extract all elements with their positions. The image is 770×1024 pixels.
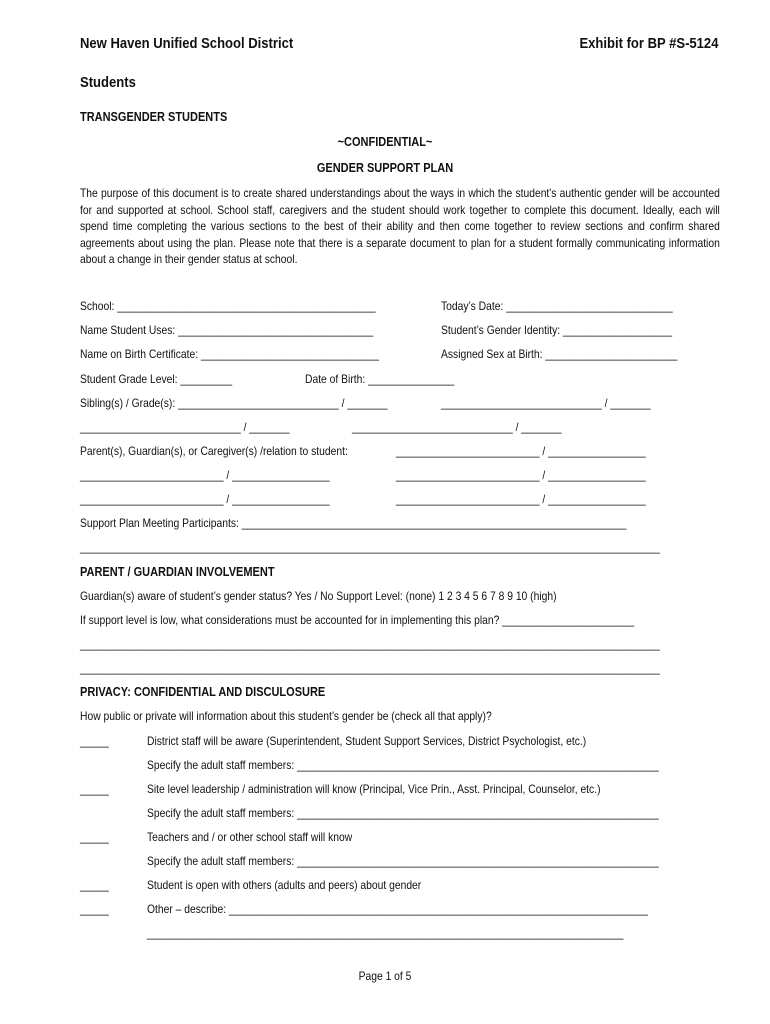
privacy-option-3: Teachers and / or other school staff will know: [147, 830, 353, 844]
privacy-heading: PRIVACY: CONFIDENTIAL AND DISCULOSURE: [80, 685, 326, 699]
meeting-participants-line[interactable]: _____________________________________________________________________________________________________: [80, 540, 660, 554]
privacy-checkbox-4[interactable]: _____: [80, 878, 109, 892]
privacy-option-4: Student is open with others (adults and peers) about gender: [147, 878, 422, 892]
siblings-field-2[interactable]: ____________________________ / _______: [441, 396, 651, 410]
parent-involvement-heading: PARENT / GUARDIAN INVOLVEMENT: [80, 565, 275, 579]
parents-field-5[interactable]: _________________________ / _________________: [396, 492, 646, 506]
privacy-checkbox-5[interactable]: _____: [80, 902, 109, 916]
district-name: New Haven Unified School District: [80, 36, 294, 52]
birth-certificate-field[interactable]: Name on Birth Certificate: _______________________________: [80, 347, 379, 361]
parents-field-2[interactable]: _________________________ / _________________: [80, 468, 330, 482]
privacy-option-2: Site level leadership / administration will know (Principal, Vice Prin., Asst. Principal, Counselor, etc.): [147, 782, 601, 796]
privacy-option-1: District staff will be aware (Superintendent, Student Support Services, District Psychologist, etc.): [147, 734, 587, 748]
intro-paragraph: [80, 185, 720, 268]
grade-level-field[interactable]: Student Grade Level: _________: [80, 372, 233, 386]
dob-field[interactable]: Date of Birth: _______________: [305, 372, 455, 386]
specify-staff-3[interactable]: Specify the adult staff members: _______________________________________________________________: [147, 854, 659, 868]
siblings-field-4[interactable]: ____________________________ / _______: [352, 420, 562, 434]
privacy-question: How public or private will information about this student’s gender be (check all that apply)?: [80, 709, 492, 723]
parents-field-1[interactable]: _________________________ / _________________: [396, 444, 646, 458]
todays-date-field[interactable]: Today’s Date: _____________________________: [441, 299, 673, 313]
parents-label: Parent(s), Guardian(s), or Caregiver(s) /relation to student:: [80, 444, 348, 458]
meeting-participants-field[interactable]: Support Plan Meeting Participants: ___________________________________________________________________: [80, 516, 627, 530]
privacy-option-other[interactable]: Other – describe: _________________________________________________________________________: [147, 902, 649, 916]
plan-title: GENDER SUPPORT PLAN: [316, 161, 454, 175]
assigned-sex-field[interactable]: Assigned Sex at Birth: _______________________: [441, 347, 678, 361]
section-title: Students: [80, 75, 136, 91]
low-support-line-2[interactable]: _____________________________________________________________________________________________________: [80, 661, 660, 675]
siblings-field[interactable]: Sibling(s) / Grade(s): ____________________________ / _______: [80, 396, 388, 410]
specify-staff-1[interactable]: Specify the adult staff members: _______________________________________________________________: [147, 758, 659, 772]
gender-identity-field[interactable]: Student’s Gender Identity: ___________________: [441, 323, 673, 337]
topic-title: TRANSGENDER STUDENTS: [80, 110, 228, 124]
privacy-checkbox-2[interactable]: _____: [80, 782, 109, 796]
guardian-aware-question[interactable]: Guardian(s) aware of student’s gender status? Yes / No Support Level: (none) 1 2 3 4 5 6 7 8 9 10 (high): [80, 589, 557, 603]
school-field[interactable]: School: _____________________________________________: [80, 299, 376, 313]
parents-field-3[interactable]: _________________________ / _________________: [396, 468, 646, 482]
parents-field-4[interactable]: _________________________ / _________________: [80, 492, 330, 506]
intro-text: The purpose of this document is to create shared understandings about the ways in which the student's authentic gender will be accounted for and supported at school. School staff, caregivers and the student should work together to complete this document. Ideally, each will spend time completing the various sections to the best of their ability and then come together to review sections and confirm shared agreements about using the plan. Please note that there is a separate document to plan for a student formally communicating information about a change in their gender status at school.: [80, 186, 720, 266]
name-uses-field[interactable]: Name Student Uses: __________________________________: [80, 323, 374, 337]
privacy-checkbox-1[interactable]: _____: [80, 734, 109, 748]
page-number: Page 1 of 5: [358, 969, 412, 983]
confidential-label: ~CONFIDENTIAL~: [337, 135, 433, 149]
specify-staff-2[interactable]: Specify the adult staff members: _______________________________________________________________: [147, 806, 659, 820]
privacy-checkbox-3[interactable]: _____: [80, 830, 109, 844]
siblings-field-3[interactable]: ____________________________ / _______: [80, 420, 290, 434]
other-describe-line[interactable]: ___________________________________________________________________________________: [147, 926, 624, 940]
exhibit-number: Exhibit for BP #S-5124: [578, 36, 718, 52]
low-support-question[interactable]: If support level is low, what considerations must be accounted for in implementing this plan? _______________________: [80, 613, 635, 627]
low-support-line-1[interactable]: _____________________________________________________________________________________________________: [80, 637, 660, 651]
